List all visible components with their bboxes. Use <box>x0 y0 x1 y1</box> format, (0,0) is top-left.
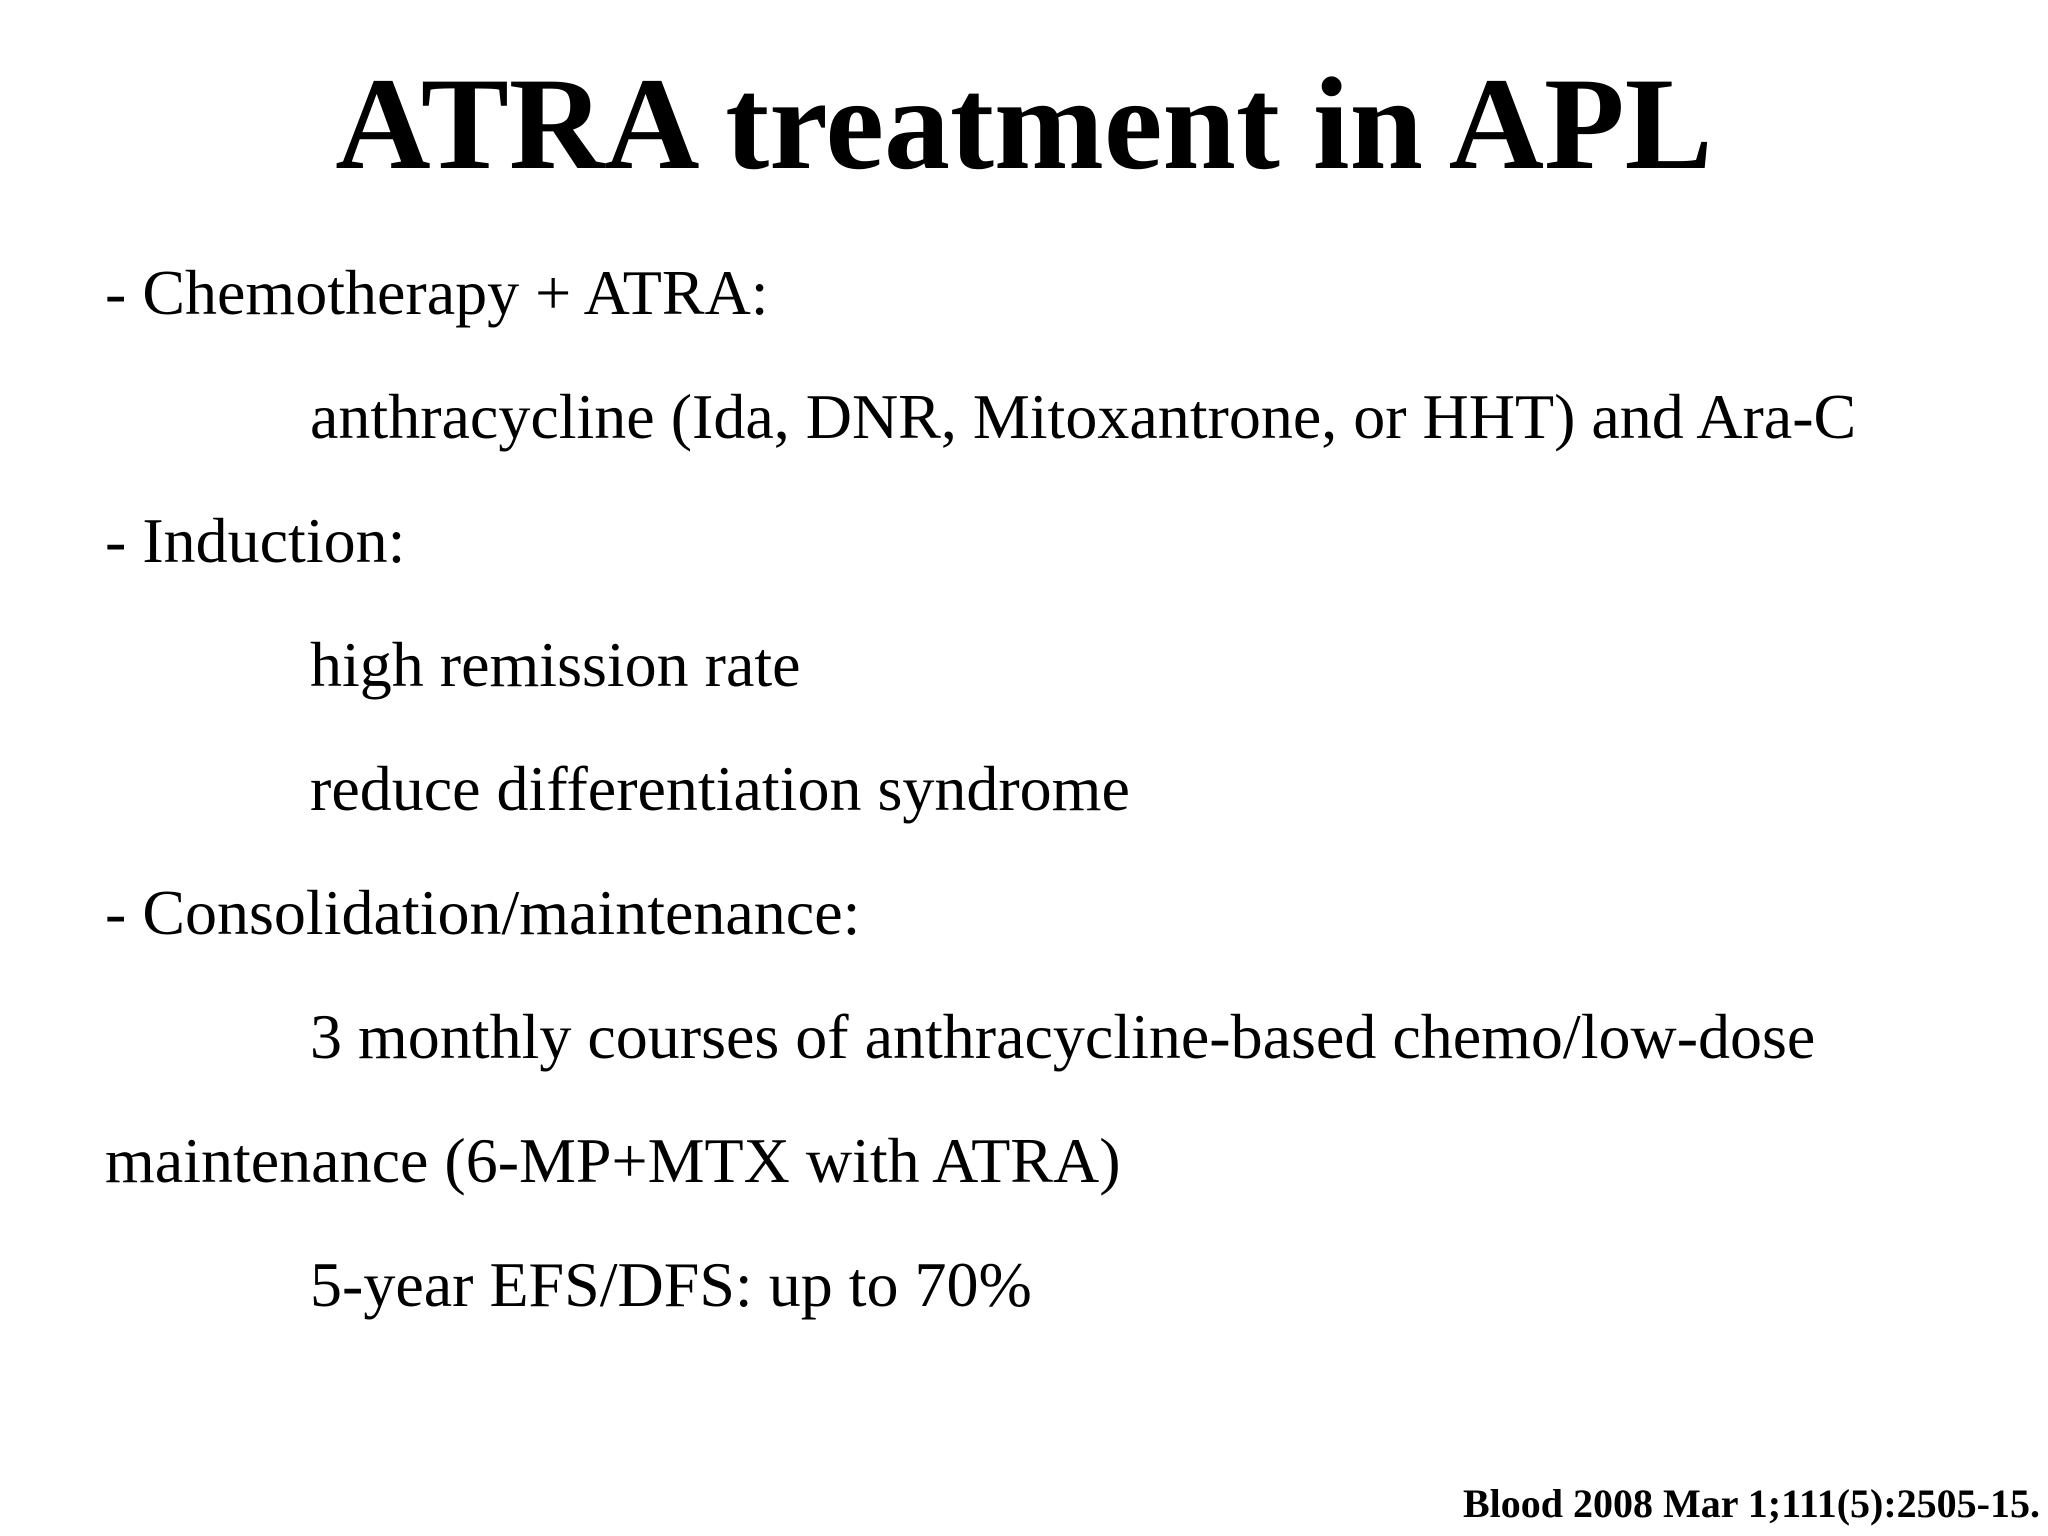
citation: Blood 2008 Mar 1;111(5):2505-15. <box>1462 1481 2040 1526</box>
sub-reduce-differentiation-syndrome: reduce differentiation syndrome <box>310 753 1130 824</box>
bullet-consolidation-maintenance: - Consolidation/maintenance: <box>105 877 861 948</box>
sub-efs-dfs-rate: 5-year EFS/DFS: up to 70% <box>310 1249 1032 1320</box>
sub-anthracycline-regimen: anthracycline (Ida, DNR, Mitoxantrone, or HHT) and Ara-C <box>310 381 1857 452</box>
sub-maintenance-regimen: maintenance (6-MP+MTX with ATRA) <box>105 1125 1121 1196</box>
bullet-induction: - Induction: <box>105 505 406 576</box>
sub-monthly-courses: 3 monthly courses of anthracycline-based chemo/low-dose <box>310 1001 1816 1072</box>
slide-title: ATRA treatment in APL <box>335 50 1713 197</box>
bullet-chemotherapy-atra: - Chemotherapy + ATRA: <box>105 257 769 328</box>
sub-high-remission-rate: high remission rate <box>310 629 801 700</box>
